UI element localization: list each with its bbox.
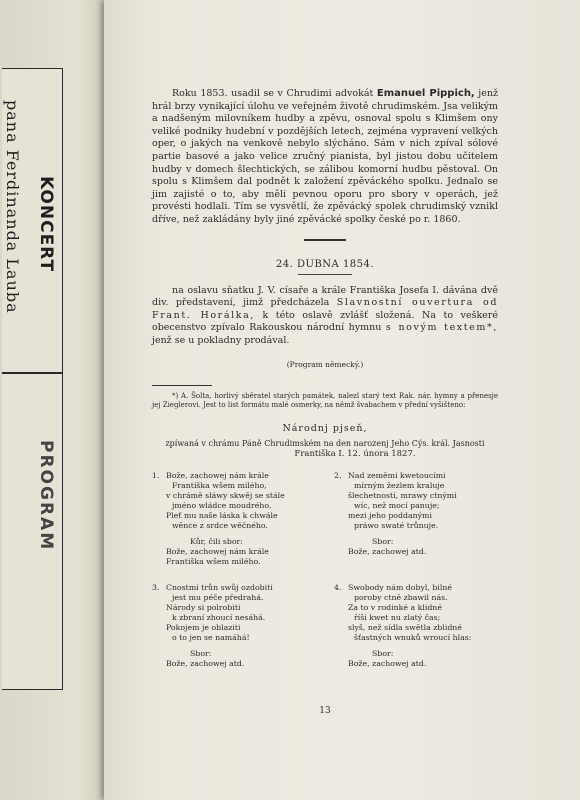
footnote-text: *) A. Šolta, horlivý sběratel starých památek, nalezl starý text Rak. nár. hymny a přenesje jej Zieglerovi. Jest to list formátu malé osmerky, na němž švabachem v přední vyšišteno:: [152, 391, 498, 409]
chorus-line: Bože, zachowej atd.: [348, 546, 427, 556]
verse-line: o to jen se namáhá!: [172, 632, 250, 642]
verse-line: v chrámě sláwy skwěj se stále: [166, 490, 285, 500]
verse-line: Bože, zachowej nám krále: [166, 470, 269, 480]
chorus-line: Bože, zachowej atd.: [166, 658, 245, 668]
program-note: (Program německý.): [286, 359, 364, 369]
verse-line: slyš, než sídla swětla zblidné: [348, 622, 462, 632]
date-heading-text: 24. DUBNA 1854.: [275, 258, 375, 270]
section-separator: [304, 239, 346, 241]
verse-number: 1.: [152, 470, 160, 480]
verse-1: [152, 471, 316, 567]
paragraph-celebration-part3: jenž se u pokladny prodával.: [152, 334, 290, 346]
name-emanuel-pippich: Emanuel Pippich,: [376, 88, 475, 99]
verse-line: wěnce z srdce wěčného.: [172, 520, 268, 530]
poster-performer-name: pana Ferdinanda Lauba: [3, 100, 22, 314]
verse-line: Pleť mu naše láska k chwále: [166, 510, 278, 520]
chorus-label: Sbor:: [190, 648, 212, 658]
chorus-label: Kůr, čili sbor:: [190, 536, 243, 546]
chorus-line: Bože, zachowej nám krále: [166, 546, 269, 556]
verse-line: říši kwet nu zlatý čas;: [354, 612, 441, 622]
chorus-line: Bože, zachowej atd.: [348, 658, 427, 668]
verse-line: šlechetností, mrawy ctnými: [348, 490, 457, 500]
poster-program-title: PROGRAM: [36, 440, 56, 552]
verse-line: práwo swaté trůnuje.: [354, 520, 439, 530]
paragraph-pippich: [152, 88, 498, 227]
verse-line: Nad zeměmi kwetoucími: [348, 470, 446, 480]
page-number: 13: [319, 706, 331, 716]
paragraph-celebration-part2: k této oslavě zvlášť složená. Na to veškeré obecenstvo zpívalo Rakouskou národní hymnu: [152, 309, 498, 334]
chorus-line: Františka wšem milého.: [166, 556, 261, 566]
date-heading: [152, 259, 498, 275]
anthem-subtitle: zpíwaná v chrámu Páně Chrudimském na den narozenj Jeho Cýs. král. Jasnosti: [165, 438, 485, 448]
verse-line: Pokojem je oblaziti: [166, 622, 241, 632]
verse-line: k zbraní zhoucí nesáhá.: [172, 612, 266, 622]
underlying-page: [0, 0, 110, 800]
verse-line: wíc, než mocí panuje;: [354, 500, 440, 510]
anthem-date: Františka I. 12. února 1827.: [294, 448, 416, 459]
verse-3: [152, 583, 316, 669]
anthem-title: Národnj pjseň,: [282, 422, 368, 434]
page-content: [152, 88, 499, 716]
poster-koncert-title: KONCERT: [36, 176, 56, 273]
new-text-phrase: s novým textem*,: [385, 322, 498, 334]
paragraph-pippich-intro: Roku 1853. usadil se v Chrudimi advokát: [172, 88, 377, 99]
verse-line: jest mu péče předrahá.: [172, 592, 264, 602]
verse-line: Za to v rodinké a klidné: [348, 602, 442, 612]
verse-4: [334, 583, 498, 669]
overture-title: Slavnostní ouvertura od Frant. Horálka,: [152, 297, 499, 321]
verse-line: mezi jeho poddanými: [348, 510, 432, 520]
verse-line: Cnostmi trůn swůj ozdobiti: [166, 582, 273, 592]
main-page: [104, 0, 580, 800]
verse-line: poroby ctně zbawil nás.: [354, 592, 448, 602]
paragraph-pippich-body: jenž hrál brzy vynikající úlohu ve veřejném životě chrudimském. Jsa velikým a nadšeným milovníkem hudby a zpěvu, osnoval spolu s Klimšem ony veliké podniky hudební v pozdějších letech, zejména vypravení velkých oper, o jakých na venkově nebylo slýcháno. Sám v nich zpíval sólové partie basové a jako velice zručný pianista, byl jistou dobu učitelem hudby v domech šlechtických, se zálibou komorní hudbu pěstoval. On spolu s Klimšem dal podnět k založení zpěváckého spolku. Jednalo se jim zajisté o to, aby měli pevnou oporu pro sbory v operách, jež provésti hodlali. Tím se vysvětlí, že zpěvácký spolek chrudimský vznikl dříve, než zakládány byly jiné zpěvácké spolky české po r. 1860.: [152, 88, 498, 225]
poster-divider: [2, 372, 62, 374]
verse-line: Swobody nám dobyl, bilné: [348, 582, 452, 592]
chorus-label: Sbor:: [372, 648, 394, 658]
verse-line: šťastných wnuků wroucí hlas:: [354, 632, 472, 642]
date-underline: [298, 274, 352, 275]
chorus-label: Sbor:: [372, 536, 394, 546]
verse-number: 2.: [334, 470, 342, 480]
verse-line: Františka wšem milého,: [172, 480, 267, 490]
verse-number: 4.: [334, 582, 342, 592]
footnote-rule: [152, 385, 212, 386]
verse-line: jméno wládce moudrého.: [172, 500, 272, 510]
verse-number: 3.: [152, 582, 160, 592]
verse-2: [334, 471, 498, 567]
anthem-verses: [152, 471, 498, 669]
verse-line: mírným žezlem kraluje: [354, 480, 445, 490]
verse-line: Národy si polrobiti: [166, 602, 241, 612]
paragraph-celebration-part1: na oslavu sňatku J. V. císaře a krále Františka Josefa I. dávána dvě div. představení, jimž předcházela: [152, 284, 498, 309]
paragraph-celebration: [152, 285, 498, 348]
